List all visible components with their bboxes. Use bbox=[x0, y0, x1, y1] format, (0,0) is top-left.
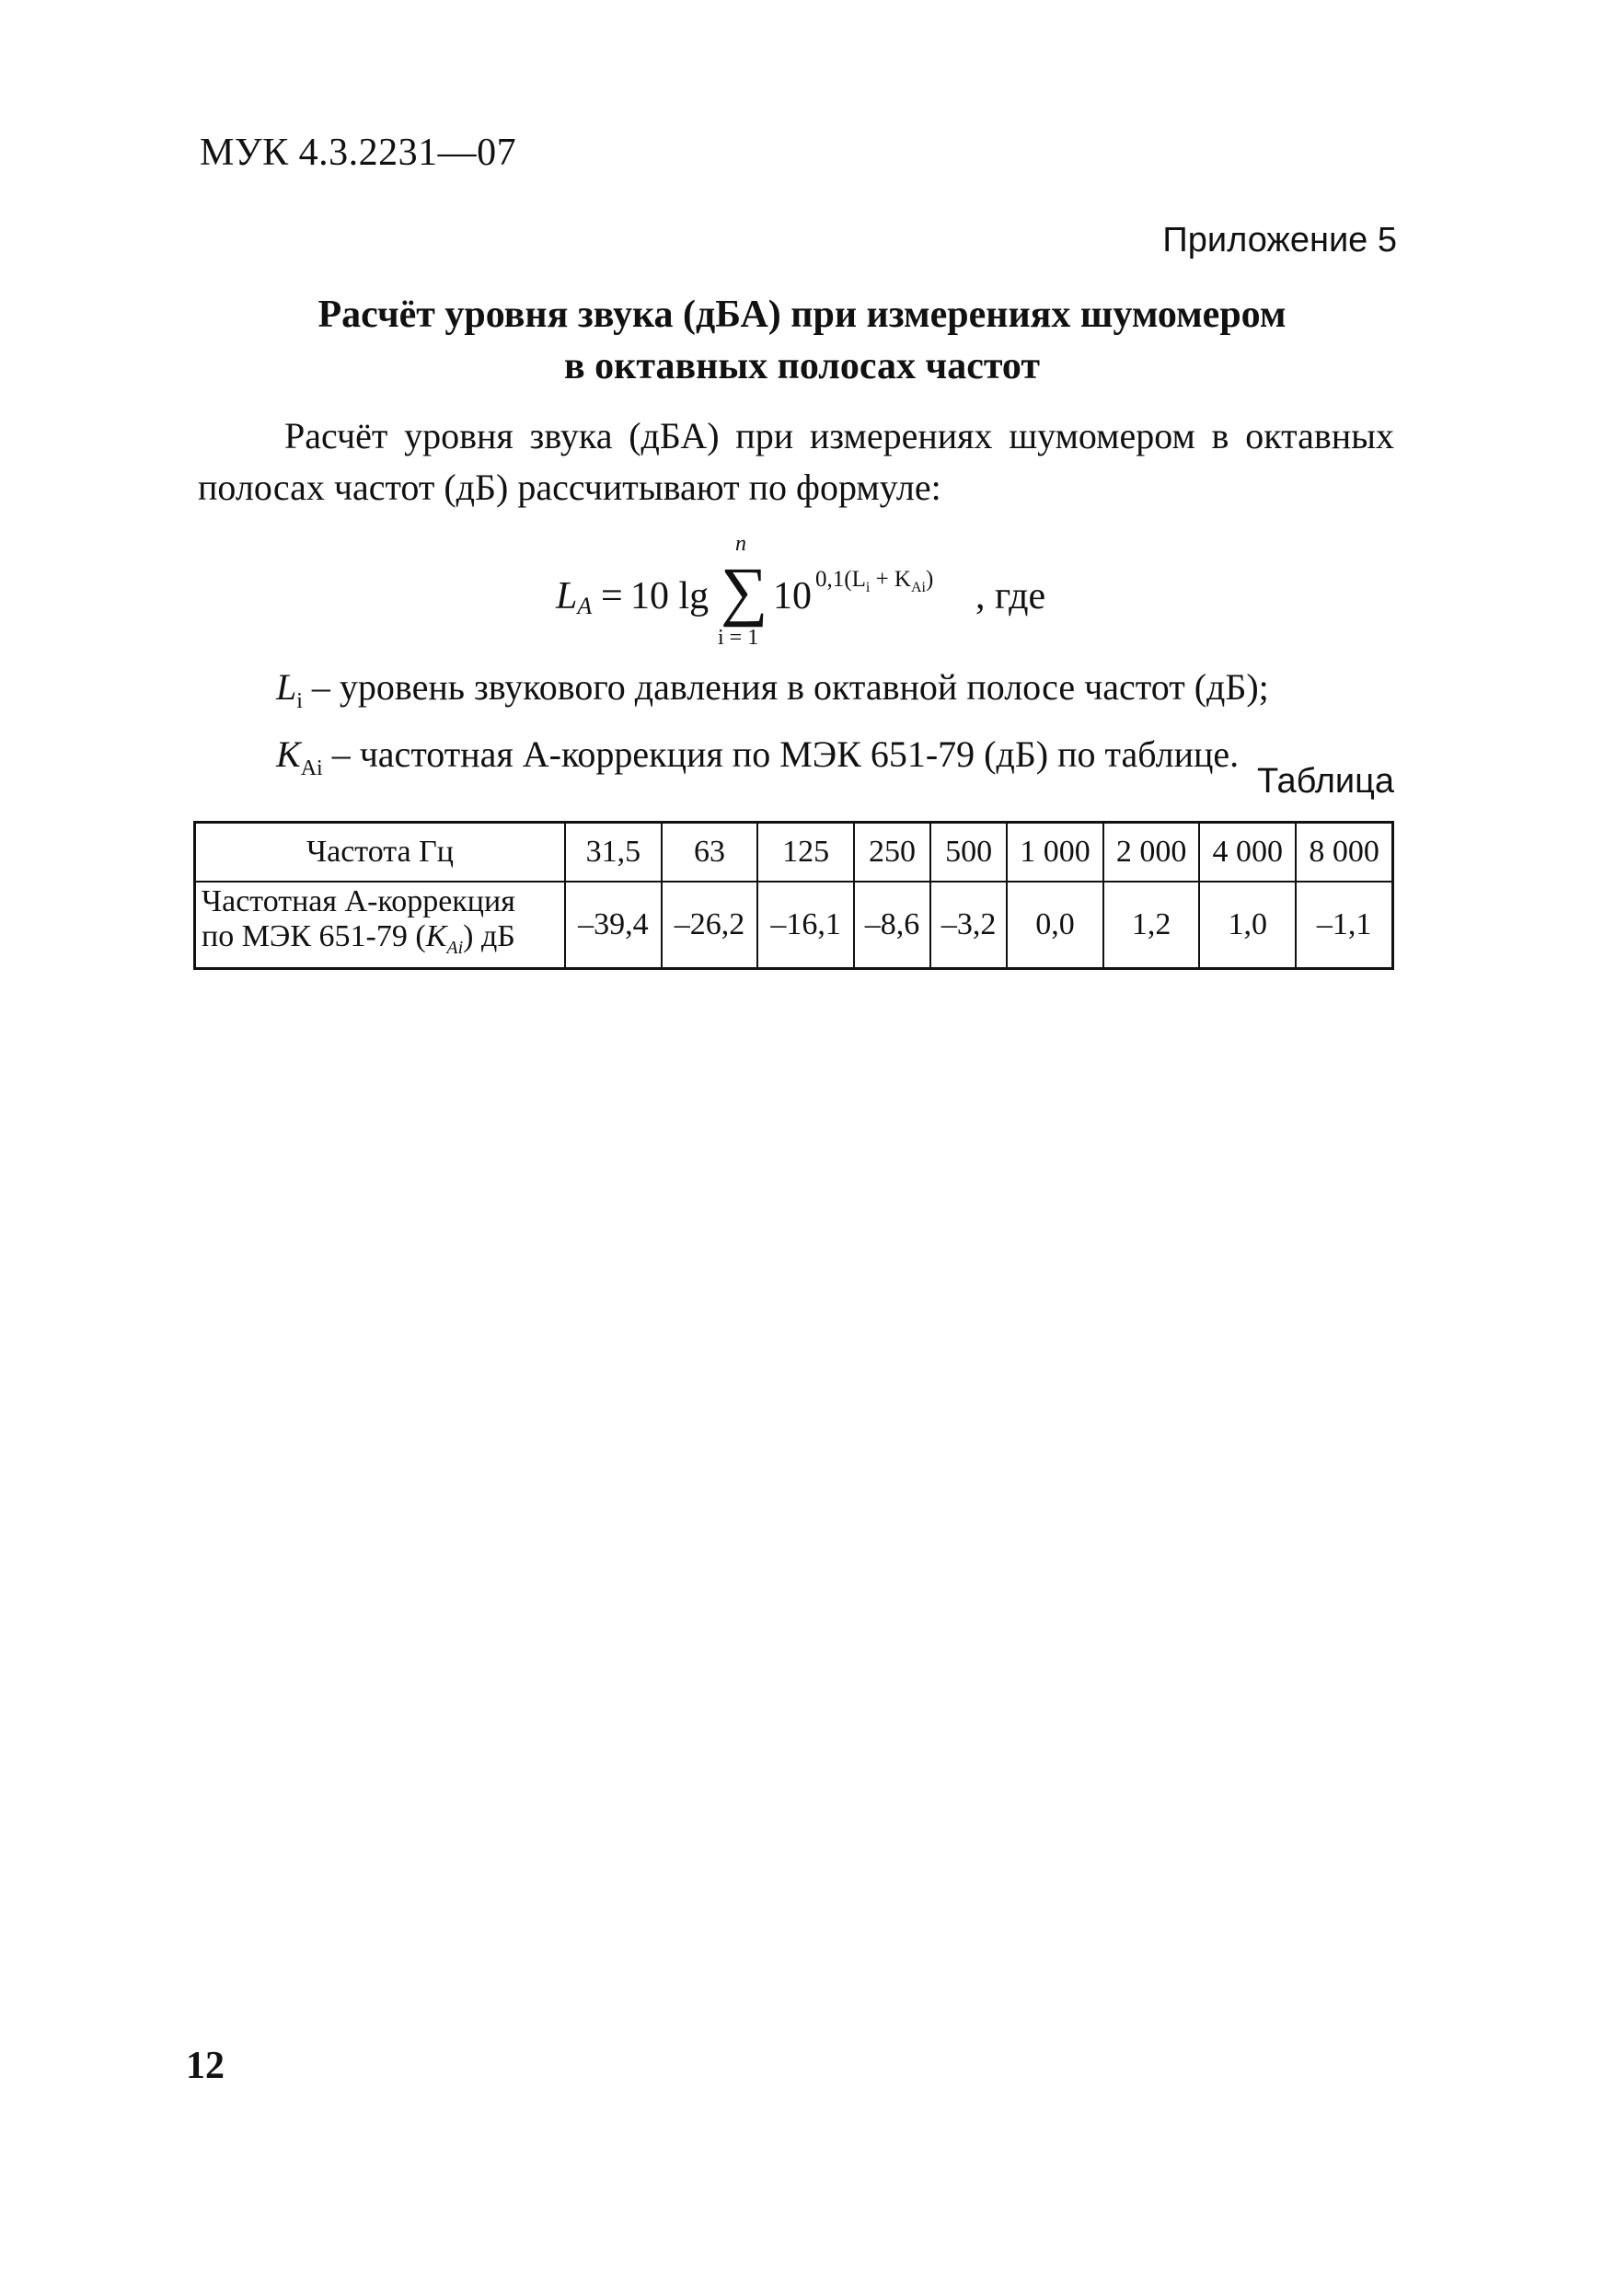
formula-coefficient: 10 lg bbox=[630, 575, 710, 617]
sum-upper-limit: n bbox=[735, 532, 746, 556]
correction-cell: 1,0 bbox=[1199, 882, 1296, 969]
title-line-1: Расчёт уровня звука (дБА) при измерениях шумомером bbox=[317, 294, 1287, 336]
correction-cell: –8,6 bbox=[854, 882, 930, 969]
formula-tail: , где bbox=[975, 575, 1046, 617]
correction-cell: –39,4 bbox=[565, 882, 662, 969]
intro-paragraph: Расчёт уровня звука (дБА) при измерениях шумомером в октавных полосах частот (дБ) рассчитывают по формуле: bbox=[198, 415, 1394, 508]
formula-lhs: $L_A$ bbox=[556, 575, 593, 619]
appendix-label: Приложение 5 bbox=[1162, 221, 1397, 260]
table-row-frequency bbox=[195, 823, 1393, 883]
frequency-cell: 125 bbox=[757, 823, 854, 883]
correction-table bbox=[193, 821, 1394, 970]
frequency-header-cell: Частота Гц bbox=[195, 823, 566, 883]
formula bbox=[0, 523, 1604, 661]
page-title bbox=[0, 289, 1604, 392]
frequency-cell: 250 bbox=[854, 823, 930, 883]
definitions bbox=[276, 661, 1399, 795]
definition-kai: $K_{Ai}$ – частотная А-коррекция по МЭК 651-79 (дБ) по таблице. bbox=[276, 733, 1240, 780]
power-base: 10 bbox=[773, 575, 812, 617]
document-code: МУК 4.3.2231—07 bbox=[200, 132, 517, 174]
page-number: 12 bbox=[186, 2045, 225, 2087]
frequency-cell: 2 000 bbox=[1103, 823, 1200, 883]
correction-header-cell: Частотная А-коррекция по МЭК 651-79 $(K_{Ai})$ дБ bbox=[195, 882, 566, 969]
title-line-2: в октавных полосах частот bbox=[563, 345, 1041, 387]
power-exponent: $0,1(L_i + K_{Ai})$ bbox=[815, 567, 934, 595]
correction-cell: –3,2 bbox=[930, 882, 1007, 969]
definition-li: $L_i$ – уровень звукового давления в октавной полосе частот (дБ); bbox=[276, 666, 1269, 713]
correction-cell: 0,0 bbox=[1007, 882, 1103, 969]
frequency-cell: 63 bbox=[662, 823, 758, 883]
frequency-cell: 500 bbox=[930, 823, 1007, 883]
correction-cell: –16,1 bbox=[757, 882, 854, 969]
formula-equals: = bbox=[601, 575, 623, 617]
frequency-cell: 31,5 bbox=[565, 823, 662, 883]
frequency-cell: 8 000 bbox=[1296, 823, 1392, 883]
frequency-cell: 1 000 bbox=[1007, 823, 1103, 883]
correction-cell: 1,2 bbox=[1103, 882, 1200, 969]
frequency-cell: 4 000 bbox=[1199, 823, 1296, 883]
sum-lower-limit: i = 1 bbox=[718, 626, 759, 650]
correction-cell: –1,1 bbox=[1296, 882, 1392, 969]
table-label: Таблица bbox=[1257, 762, 1394, 801]
sum-sign: ∑ bbox=[721, 554, 768, 628]
table-row-correction bbox=[195, 882, 1393, 969]
correction-cell: –26,2 bbox=[662, 882, 758, 969]
